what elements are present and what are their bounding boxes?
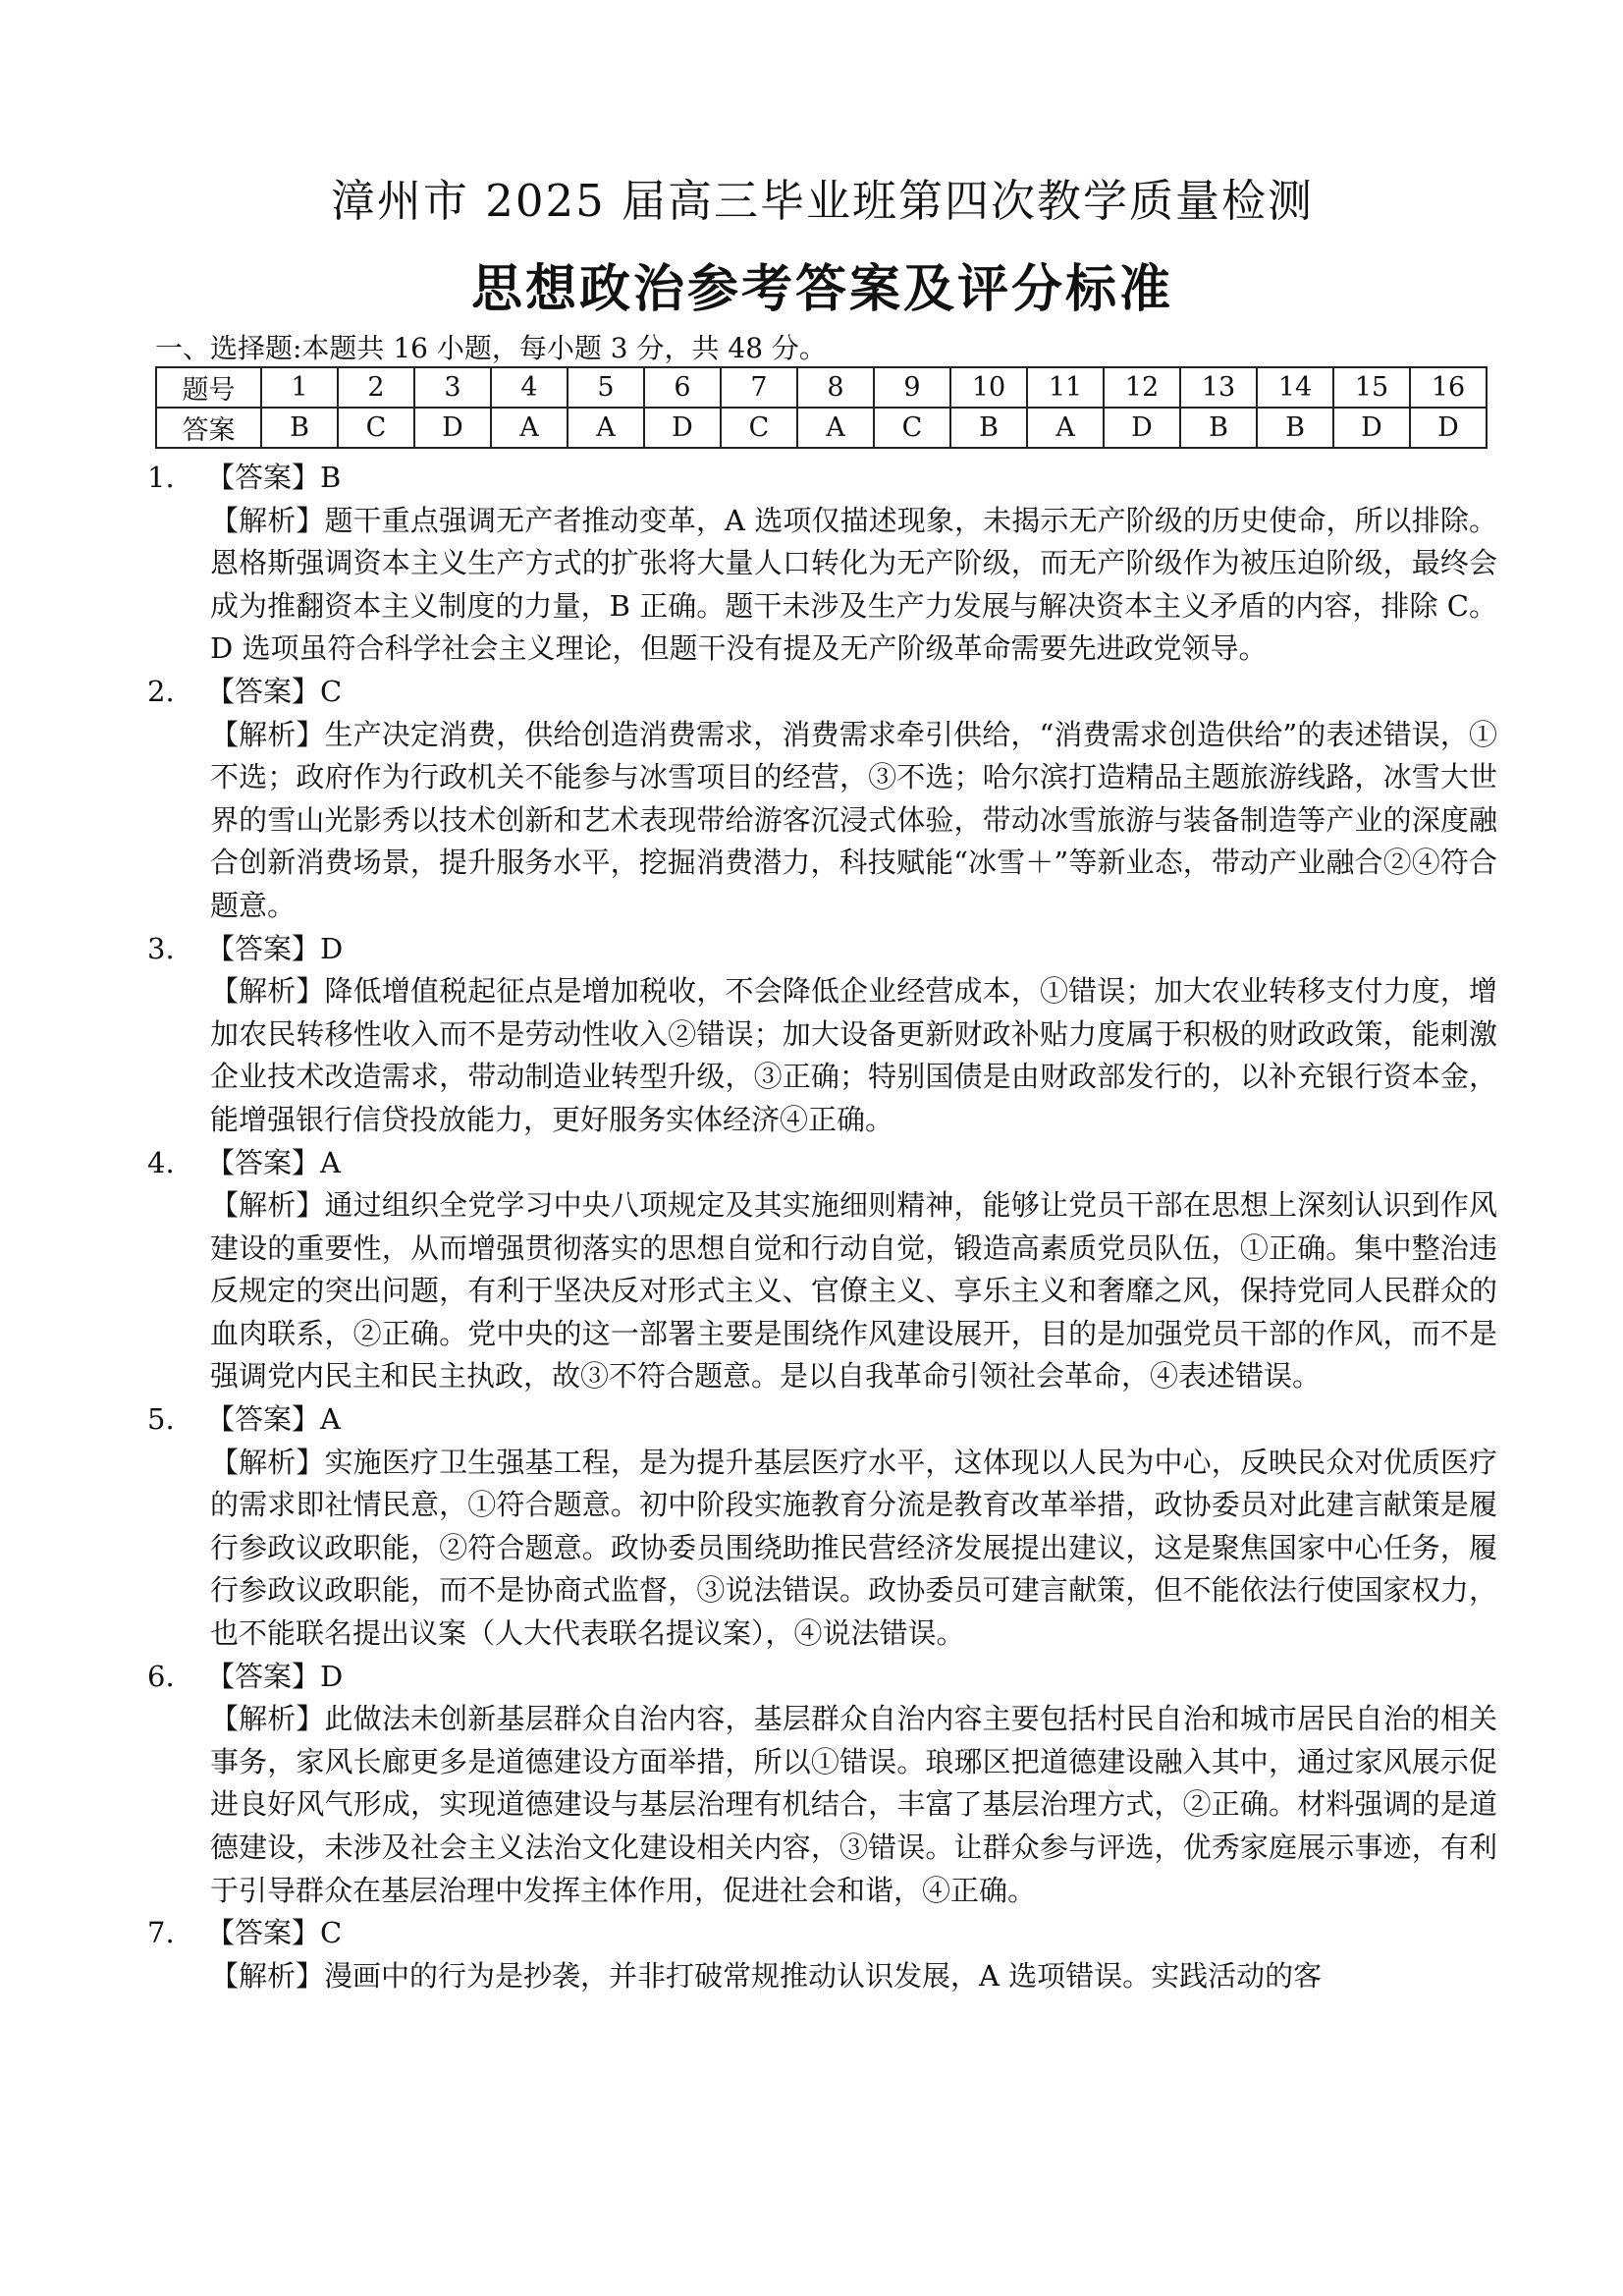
analysis-text: 【解析】此做法未创新基层群众自治内容，基层群众自治内容主要包括村民自治和城市居民自治的相关事务，家风长廊更多是道德建设方面举措，所以①错误。琅琊区把道德建设融入其中，通过家风展示促进良好风气形成，实现道德建设与基层治理有机结合，丰富了基层治理方式，②正确。材料强调的是道德建设，未涉及社会主义法治文化建设相关内容，③错误。让群众参与评选，优秀家庭展示事迹，有利于引导群众在基层治理中发挥主体作用，促进社会和谐，④正确。 [210,1702,1497,1907]
question-number: 12 [1104,367,1180,408]
question-number: 13 [1180,367,1257,408]
answer-cell: D [1104,408,1180,448]
question-item-4 [147,1142,1497,1399]
row-label-answer: 答案 [156,408,261,448]
explanation-list [147,457,1497,1997]
question-number: 15 [1333,367,1410,408]
analysis-text: 【解析】题干重点强调无产者推动变革，A 选项仅描述现象，未揭示无产阶级的历史使命，所以排除。恩格斯强调资本主义生产方式的扩张将大量人口转化为无产阶级，而无产阶级作为被压迫阶级，最终会成为推翻资本主义制度的力量，B 正确。题干未涉及生产力发展与解决资本主义矛盾的内容，排除 C。D 选项虽符合科学社会主义理论，但题干没有提及无产阶级革命需要先进政党领导。 [210,503,1497,666]
question-number: 8 [797,367,874,408]
question-item-5 [147,1398,1497,1656]
analysis-text: 【解析】生产决定消费，供给创造消费需求，消费需求牵引供给，“消费需求创造供给”的表述错误，①不选；政府作为行政机关不能参与冰雪项目的经营，③不选；哈尔滨打造精品主题旅游线路，冰雪大世界的雪山光影秀以技术创新和艺术表现带给游客沉浸式体验，带动冰雪旅游与装备制造等产业的深度融合创新消费场景，提升服务水平，挖掘消费潜力，科技赋能“冰雪＋”等新业态，带动产业融合②④符合题意。 [210,717,1497,922]
answer-cell: D [644,408,721,448]
answer-row [156,408,1487,448]
answer-cell: C [874,408,950,448]
question-item-1 [147,457,1497,671]
question-number: 5 [568,367,644,408]
question-number: 9 [874,367,950,408]
question-number: 7 [721,367,797,408]
answer-cell: B [950,408,1027,448]
answer-label: 【答案】C [206,1916,343,1950]
answer-cell: D [1333,408,1410,448]
answer-label: 【答案】D [206,931,344,965]
answer-cell: C [338,408,414,448]
answer-cell: D [414,408,491,448]
answer-cell: A [568,408,644,448]
analysis-text: 【解析】降低增值税起征点是增加税收，不会降低企业经营成本，①错误；加大农业转移支付力度，增加农民转移性收入而不是劳动性收入②错误；加大设备更新财政补贴力度属于积极的财政政策，能刺激企业技术改造需求，带动制造业转型升级，③正确；特别国债是由财政部发行的，以补充银行资本金，能增强银行信贷投放能力，更好服务实体经济④正确。 [210,974,1497,1136]
answer-cell: B [1180,408,1257,448]
question-number-label: 1. [147,461,175,494]
answer-label: 【答案】D [206,1659,344,1693]
answer-cell: A [1027,408,1104,448]
answer-table [155,366,1488,449]
question-item-7 [147,1912,1497,1997]
answer-cell: A [491,408,568,448]
section-heading: 一、选择题:本题共 16 小题，每小题 3 分，共 48 分。 [155,332,827,364]
question-number-row [156,367,1487,408]
question-number: 10 [950,367,1027,408]
question-item-6 [147,1656,1497,1913]
answer-cell: C [721,408,797,448]
answer-label: 【答案】B [206,461,342,494]
question-number-label: 3. [147,931,175,965]
analysis-text: 【解析】漫画中的行为是抄袭，并非打破常规推动认识发展，A 选项错误。实践活动的客 [210,1958,1323,1993]
question-number: 1 [261,367,338,408]
question-number: 4 [491,367,568,408]
question-number: 3 [414,367,491,408]
analysis-text: 【解析】实施医疗卫生强基工程，是为提升基层医疗水平，这体现以人民为中心，反映民众对优质医疗的需求即社情民意，①符合题意。初中阶段实施教育分流是教育改革举措，政协委员对此建言献策是履行参政议政职能，②符合题意。政协委员围绕助推民营经济发展提出建议，这是聚焦国家中心任务，履行参政议政职能，而不是协商式监督，③说法错误。政协委员可建言献策，但不能依法行使国家权力，也不能联名提出议案（人大代表联名提议案），④说法错误。 [210,1445,1497,1651]
answer-label: 【答案】C [206,674,343,708]
document-title: 漳州市 2025 届高三毕业班第四次教学质量检测 [330,175,1315,227]
question-number-label: 2. [147,674,175,708]
analysis-text: 【解析】通过组织全党学习中央八项规定及其实施细则精神，能够让党员干部在思想上深刻认识到作风建设的重要性，从而增强贯彻落实的思想自觉和行动自觉，锻造高素质党员队伍，①正确。集中整治违反规定的突出问题，有利于坚决反对形式主义、官僚主义、享乐主义和奢靡之风，保持党同人民群众的血肉联系，②正确。党中央的这一部署主要是围绕作风建设展开，目的是加强党员干部的作风，而不是强调党内民主和民主执政，故③不符合题意。是以自我革命引领社会革命，④表述错误。 [210,1188,1497,1394]
answer-label: 【答案】A [206,1145,341,1179]
answer-cell: B [261,408,338,448]
question-item-3 [147,928,1497,1142]
document-subtitle: 思想政治参考答案及评分标准 [470,260,1173,319]
question-number: 6 [644,367,721,408]
answer-cell: B [1257,408,1333,448]
answer-label: 【答案】A [206,1402,341,1437]
question-number: 2 [338,367,414,408]
question-number: 14 [1257,367,1333,408]
answer-cell: D [1410,408,1487,448]
question-number-label: 5. [147,1402,175,1437]
question-number-label: 7. [147,1916,175,1950]
question-number: 11 [1027,367,1104,408]
answer-cell: A [797,408,874,448]
row-label-number: 题号 [156,367,261,408]
question-number: 16 [1410,367,1487,408]
question-number-label: 4. [147,1145,175,1179]
question-item-2 [147,671,1497,928]
question-number-label: 6. [147,1659,175,1693]
